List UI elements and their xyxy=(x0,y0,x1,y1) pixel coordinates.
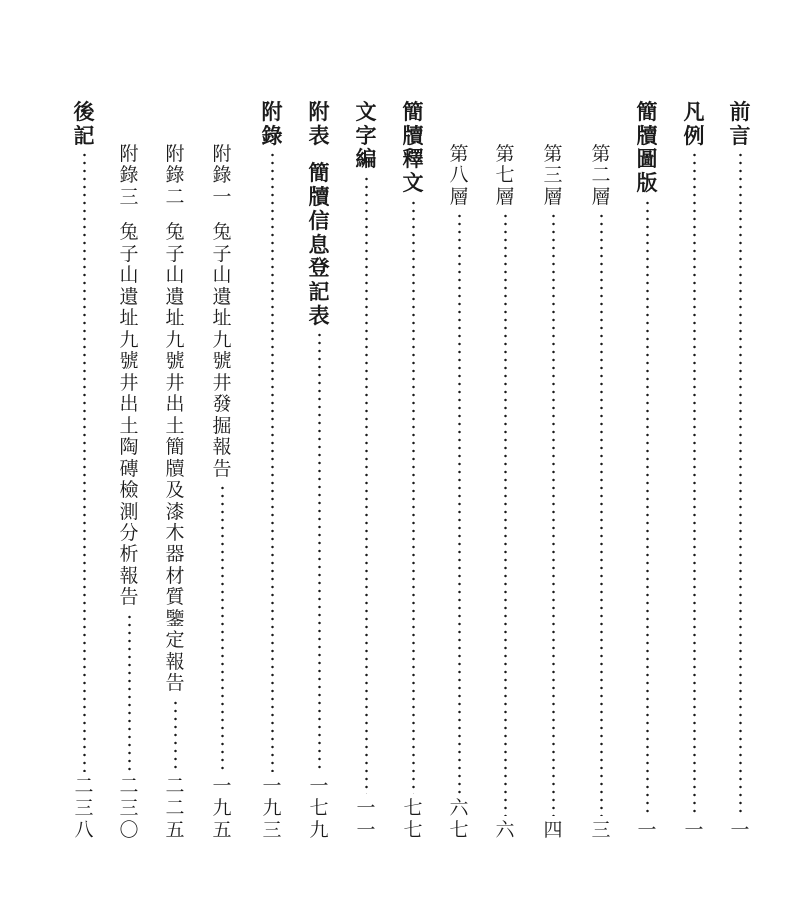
toc-page-number-vertical: 三 xyxy=(591,819,611,842)
toc-entry-wenzibian[interactable] xyxy=(349,100,383,842)
toc-entry-title-vertical: 附 錄 三 xyxy=(119,143,139,208)
toc-page-number-vertical: 一 九 三 xyxy=(262,775,282,842)
dot-leader xyxy=(83,151,86,772)
toc-page-number-vertical: 一 xyxy=(684,819,704,842)
toc-entry-shiwen[interactable] xyxy=(396,100,430,842)
dot-leader xyxy=(739,151,742,816)
toc-entry-di8[interactable] xyxy=(442,100,476,842)
toc-entry-title-vertical: 附 表 xyxy=(308,99,330,148)
toc-entry-fanli[interactable] xyxy=(677,100,711,842)
toc-entry-title-vertical: 簡 牘 釋 文 xyxy=(402,99,424,196)
toc-entry-title-vertical: 附 錄 二 xyxy=(165,143,185,208)
toc-entry-fulu1[interactable] xyxy=(205,100,239,842)
toc-entry-description-vertical: 兔 子 山 遺 址 九 號 井 出 土 簡 牘 及 漆 木 器 材 質 鑒 定 報 告 xyxy=(165,221,185,695)
toc-entry-di2[interactable] xyxy=(584,100,618,842)
toc-entry-houji[interactable] xyxy=(67,100,101,842)
toc-page-number-vertical: 一 七 九 xyxy=(309,775,329,842)
toc-entry-tuban[interactable] xyxy=(630,100,664,842)
toc-entry-qianyan[interactable] xyxy=(723,100,757,842)
dot-leader xyxy=(600,212,603,816)
toc-entry-title-vertical: 第 八 層 xyxy=(449,143,469,208)
toc-entry-fulu[interactable] xyxy=(255,100,289,842)
dot-leader xyxy=(318,331,321,772)
toc-entry-title-vertical: 第 三 層 xyxy=(543,143,563,208)
toc-entry-di7[interactable] xyxy=(488,100,522,842)
dot-leader xyxy=(552,212,555,816)
toc-entry-description-vertical: 簡 牘 信 息 登 記 表 xyxy=(308,160,330,328)
toc-entry-title-vertical: 後 記 xyxy=(73,99,95,148)
toc-entry-title-vertical: 前 言 xyxy=(729,99,751,148)
dot-leader xyxy=(458,212,461,794)
dot-leader xyxy=(271,151,274,772)
toc-entry-fubiao[interactable] xyxy=(302,100,336,842)
dot-leader xyxy=(128,613,131,773)
toc-entry-fulu3[interactable] xyxy=(112,100,146,842)
toc-page-number-vertical: 一 一 xyxy=(356,797,376,842)
dot-leader xyxy=(646,199,649,816)
toc-page-number-vertical: 七 七 xyxy=(403,797,423,842)
dot-leader xyxy=(174,699,177,773)
toc-entry-title-vertical: 第 二 層 xyxy=(591,143,611,208)
toc-entry-title-vertical: 凡 例 xyxy=(683,99,705,148)
toc-page-number-vertical: 一 九 五 xyxy=(212,775,232,842)
toc-entry-title-vertical: 附 錄 一 xyxy=(212,143,232,208)
toc-page-number-vertical: 一 xyxy=(730,819,750,842)
toc-entry-di3[interactable] xyxy=(536,100,570,842)
toc-entry-title-vertical: 第 七 層 xyxy=(495,143,515,208)
dot-leader xyxy=(365,175,368,794)
toc-entry-description-vertical: 兔 子 山 遺 址 九 號 井 出 土 陶 磚 檢 測 分 析 報 告 xyxy=(119,221,139,609)
toc-page-number-vertical: 二 三 八 xyxy=(74,775,94,842)
toc-page-number-vertical: 二 三 〇 xyxy=(119,775,139,842)
dot-leader xyxy=(412,199,415,794)
toc-entry-title-vertical: 文 字 編 xyxy=(355,99,377,172)
toc-page-number-vertical: 二 二 五 xyxy=(165,775,185,842)
toc-page-number-vertical: 四 xyxy=(543,819,563,842)
toc-entry-description-vertical: 兔 子 山 遺 址 九 號 井 發 掘 報 告 xyxy=(212,221,232,480)
toc-page-number-vertical: 一 xyxy=(637,819,657,842)
dot-leader xyxy=(693,151,696,816)
toc-entry-fulu2[interactable] xyxy=(158,100,192,842)
toc-page-number-vertical: 六 xyxy=(495,819,515,842)
toc-entry-title-vertical: 附 錄 xyxy=(261,99,283,148)
toc-page-number-vertical: 六 七 xyxy=(449,797,469,842)
toc-entry-title-vertical: 簡 牘 圖 版 xyxy=(636,99,658,196)
dot-leader xyxy=(504,212,507,816)
dot-leader xyxy=(221,484,224,772)
